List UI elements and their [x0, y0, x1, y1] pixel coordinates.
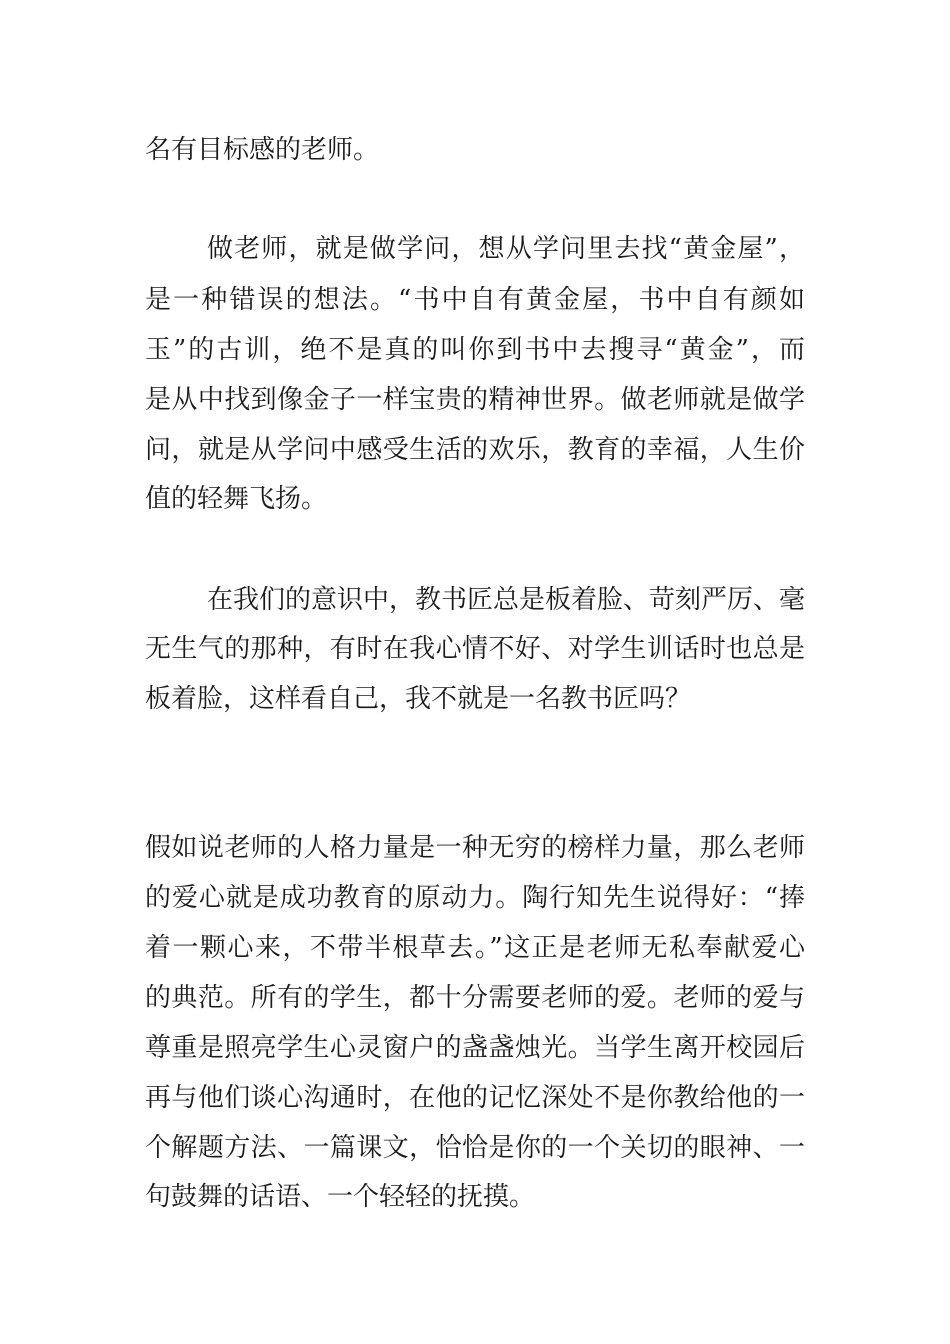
paragraph-2-line-2: 是一种错误的想法。“书中自有黄金屋，书中自有颜如	[145, 285, 805, 315]
paragraph-2-line-5: 问，就是从学问中感受生活的欢乐，教育的幸福，人生价	[145, 435, 805, 465]
paragraph-3-line-3: 板着脸，这样看自己，我不就是一名教书匠吗？	[145, 684, 692, 714]
paragraph-2-line-1: 做老师，就是做学问，想从学问里去找“黄金屋”，	[207, 234, 805, 264]
paragraph-4-line-1: 假如说老师的人格力量是一种无穷的榜样力量，那么老师	[145, 833, 805, 863]
paragraph-2-line-6: 值的轻舞飞扬。	[145, 484, 328, 514]
paragraph-3-line-2: 无生气的那种，有时在我心情不好、对学生训话时也总是	[145, 634, 805, 664]
paragraph-4-line-2: 的爱心就是成功教育的原动力。陶行知先生说得好：“捧	[145, 883, 805, 913]
paragraph-4-line-3: 着一颗心来，不带半根草去。”这正是老师无私奉献爱心	[145, 933, 805, 963]
paragraph-4-line-5: 尊重是照亮学生心灵窗户的盏盏烛光。当学生离开校园后	[145, 1033, 805, 1063]
paragraph-1-line-1: 名有目标感的老师。	[145, 135, 380, 165]
paragraph-4-line-6: 再与他们谈心沟通时，在他的记忆深处不是你教给他的一	[145, 1083, 805, 1113]
paragraph-4-line-4: 的典范。所有的学生，都十分需要老师的爱。老师的爱与	[145, 983, 805, 1013]
paragraph-3-line-1: 在我们的意识中，教书匠总是板着脸、苛刻严厉、毫	[207, 585, 806, 615]
paragraph-2-line-3: 玉”的古训，绝不是真的叫你到书中去搜寻“黄金”，而	[145, 335, 805, 365]
paragraph-4-line-7: 个解题方法、一篇课文，恰恰是你的一个关切的眼神、一	[145, 1133, 805, 1163]
paragraph-2-line-4: 是从中找到像金子一样宝贵的精神世界。做老师就是做学	[145, 385, 805, 415]
paragraph-4-line-8: 句鼓舞的话语、一个轻轻的抚摸。	[145, 1182, 536, 1212]
